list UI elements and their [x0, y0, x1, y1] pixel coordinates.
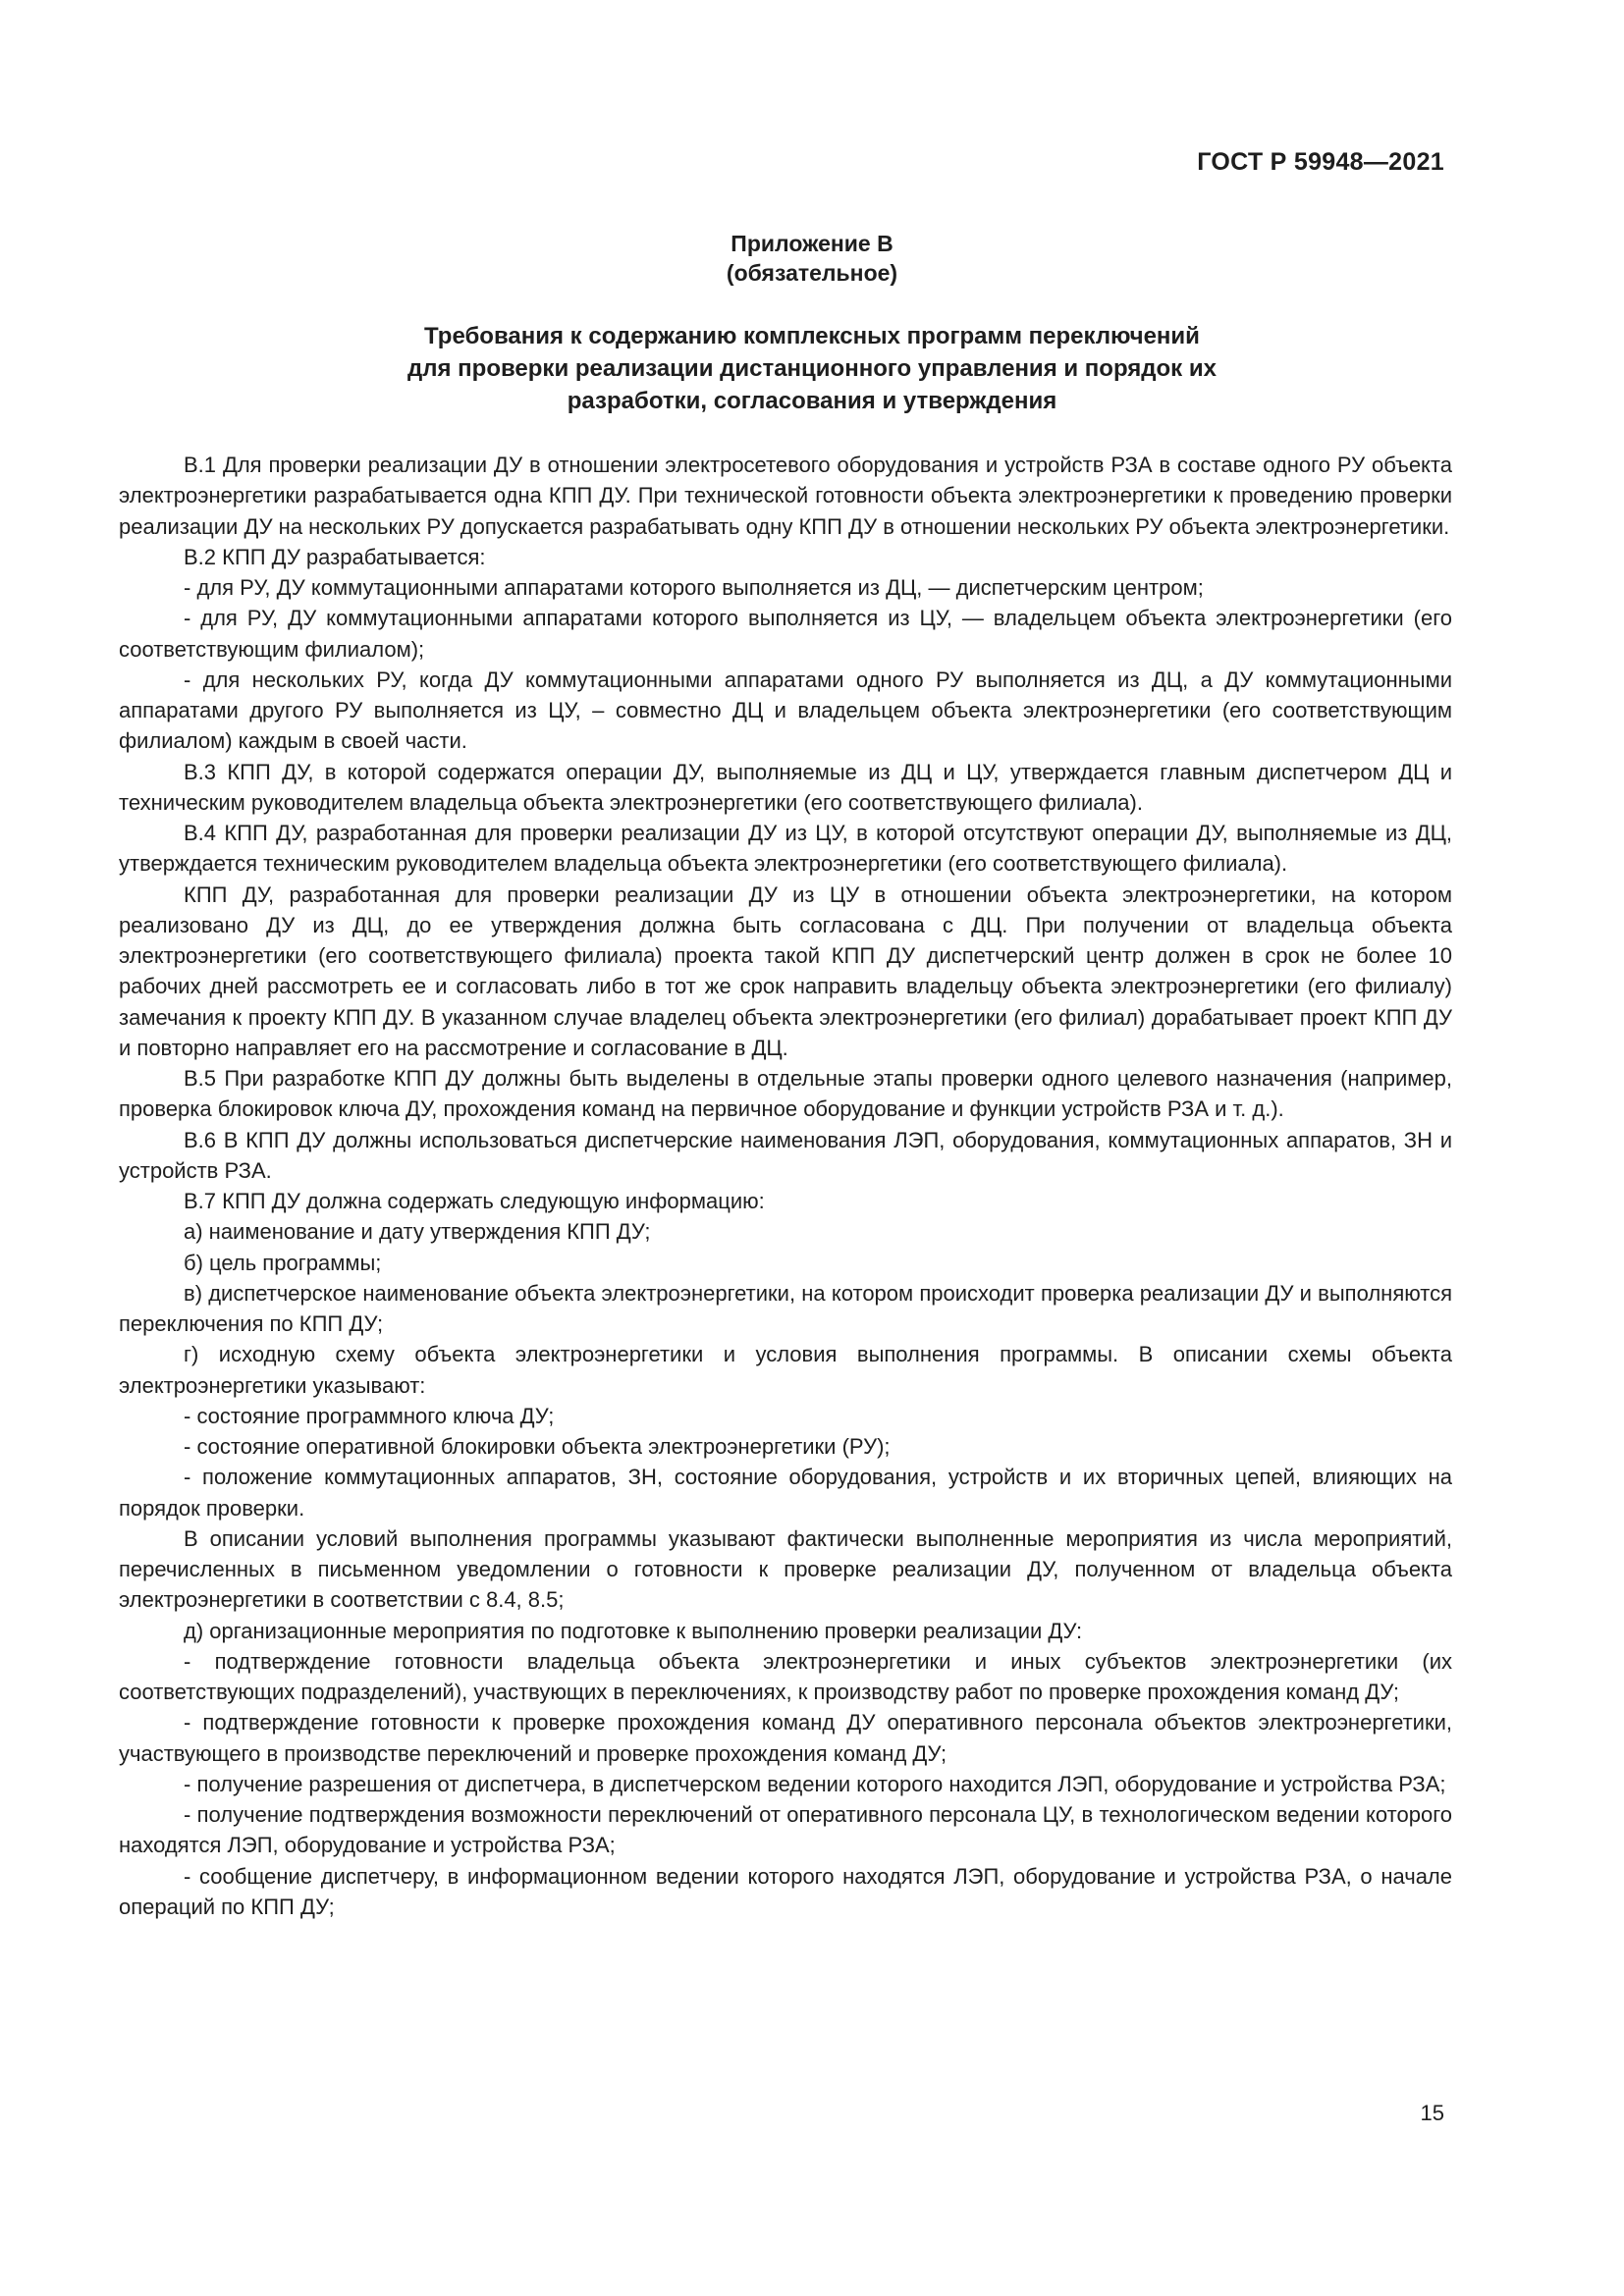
list-item: - для РУ, ДУ коммутационными аппаратами которого выполняется из ДЦ, — диспетчерским центром;: [184, 575, 1204, 600]
list-item: - состояние оперативной блокировки объекта электроэнергетики (РУ);: [184, 1434, 891, 1459]
clause-b7: В.7 КПП ДУ должна содержать следующую информацию:: [184, 1189, 765, 1213]
title-line: Требования к содержанию комплексных программ переключений: [424, 323, 1200, 349]
clause-b1: В.1 Для проверки реализации ДУ в отношении электросетевого оборудования и устройств РЗА в составе одного РУ объекта электроэнергетики разрабатывается одна КПП ДУ. При технической готовности объекта электроэнергетики к проведению проверки реализации ДУ на нескольких РУ допускается разрабатывать одну КПП ДУ в отношении нескольких РУ объекта электроэнергетики.: [119, 453, 1452, 539]
clause-b6: В.6 В КПП ДУ должны использоваться диспетчерские наименования ЛЭП, оборудования, коммутационных аппаратов, ЗН и устройств РЗА.: [119, 1127, 1452, 1183]
list-item: в) диспетчерское наименование объекта электроэнергетики, на котором происходит проверка реализации ДУ и выполняются переключения по КПП ДУ;: [119, 1280, 1452, 1336]
list-item: - положение коммутационных аппаратов, ЗН, состояние оборудования, устройств и их вторичных цепей, влияющих на порядок проверки.: [119, 1465, 1452, 1521]
list-item: - для нескольких РУ, когда ДУ коммутационными аппаратами одного РУ выполняется из ДЦ, а ДУ коммутационными аппаратами другого РУ выполняется из ЦУ, – совместно ДЦ и владельцем объекта электроэнергетики (его соответствующим филиалом) каждым в своей части.: [119, 667, 1452, 754]
list-item: - подтверждение готовности владельца объекта электроэнергетики и иных субъектов электроэнергетики (их соответствующих подразделений), участвующих в переключениях, к производству работ по проверке прохождения команд ДУ;: [119, 1648, 1452, 1704]
appendix-heading: [0, 229, 1624, 288]
appendix-title: [157, 320, 1467, 417]
list-item: - состояние программного ключа ДУ;: [184, 1403, 555, 1428]
clause-b5: В.5 При разработке КПП ДУ должны быть выделены в отдельные этапы проверки одного целевого назначения (например, проверка блокировок ключа ДУ, прохождения команд на первичное оборудование и функции устройств РЗА и т. д.).: [119, 1066, 1452, 1122]
list-item: б) цель программы;: [184, 1250, 382, 1275]
body-text: [119, 450, 1452, 1922]
list-item: - получение подтверждения возможности переключений от оперативного персонала ЦУ, в технологическом ведении которого находятся ЛЭП, оборудование и устройства РЗА;: [119, 1802, 1452, 1858]
page-number: 15: [1420, 2101, 1444, 2125]
clause-b2: В.2 КПП ДУ разрабатывается:: [184, 544, 486, 569]
document-number: ГОСТ Р 59948—2021: [1197, 148, 1444, 176]
list-item: д) организационные мероприятия по подготовке к выполнению проверки реализации ДУ:: [184, 1618, 1083, 1643]
title-line: для проверки реализации дистанционного управления и порядок их: [407, 355, 1217, 382]
appendix-label: Приложение В: [731, 231, 893, 256]
list-item: - получение разрешения от диспетчера, в диспетчерском ведении которого находится ЛЭП, оборудование и устройства РЗА;: [184, 1771, 1446, 1796]
clause-b3: В.3 КПП ДУ, в которой содержатся операции ДУ, выполняемые из ДЦ и ЦУ, утверждается главным диспетчером ДЦ и техническим руководителем владельца объекта электроэнергетики (его соответствующего филиала).: [119, 759, 1452, 815]
list-item: а) наименование и дату утверждения КПП ДУ;: [184, 1219, 651, 1245]
list-item: г) исходную схему объекта электроэнергетики и условия выполнения программы. В описании схемы объекта электроэнергетики указывают:: [119, 1342, 1452, 1398]
paragraph: КПП ДУ, разработанная для проверки реализации ДУ из ЦУ в отношении объекта электроэнергетики, на котором реализовано ДУ из ДЦ, до ее утверждения должна быть согласована с ДЦ. При получении от владельца объекта электроэнергетики (его соответствующего филиала) проекта такой КПП ДУ диспетчерский центр должен в срок не более 10 рабочих дней рассмотреть ее и согласовать либо в тот же срок направить владельцу объекта электроэнергетики (его филиалу) замечания к проекту КПП ДУ. В указанном случае владелец объекта электроэнергетики (его филиал) дорабатывает проект КПП ДУ и повторно направляет его на рассмотрение и согласование в ДЦ.: [119, 881, 1452, 1060]
list-item: - сообщение диспетчеру, в информационном ведении которого находятся ЛЭП, оборудование и устройства РЗА, о начале операций по КПП ДУ;: [119, 1863, 1452, 1919]
list-item: - подтверждение готовности к проверке прохождения команд ДУ оперативного персонала объектов электроэнергетики, участвующего в производстве переключений и проверке прохождения команд ДУ;: [119, 1710, 1452, 1766]
list-item: - для РУ, ДУ коммутационными аппаратами которого выполняется из ЦУ, — владельцем объекта электроэнергетики (его соответствующим филиалом);: [119, 606, 1452, 662]
paragraph: В описании условий выполнения программы указывают фактически выполненные мероприятия из числа мероприятий, перечисленных в письменном уведомлении о готовности к проверке реализации ДУ, полученном от владельца объекта электроэнергетики в соответствии с 8.4, 8.5;: [119, 1525, 1452, 1613]
clause-b4: В.4 КПП ДУ, разработанная для проверки реализации ДУ из ЦУ, в которой отсутствуют операции ДУ, выполняемые из ДЦ, утверждается техническим руководителем владельца объекта электроэнергетики (его соответствующего филиала).: [119, 821, 1452, 877]
title-line: разработки, согласования и утверждения: [567, 388, 1057, 414]
appendix-status: (обязательное): [726, 260, 898, 286]
